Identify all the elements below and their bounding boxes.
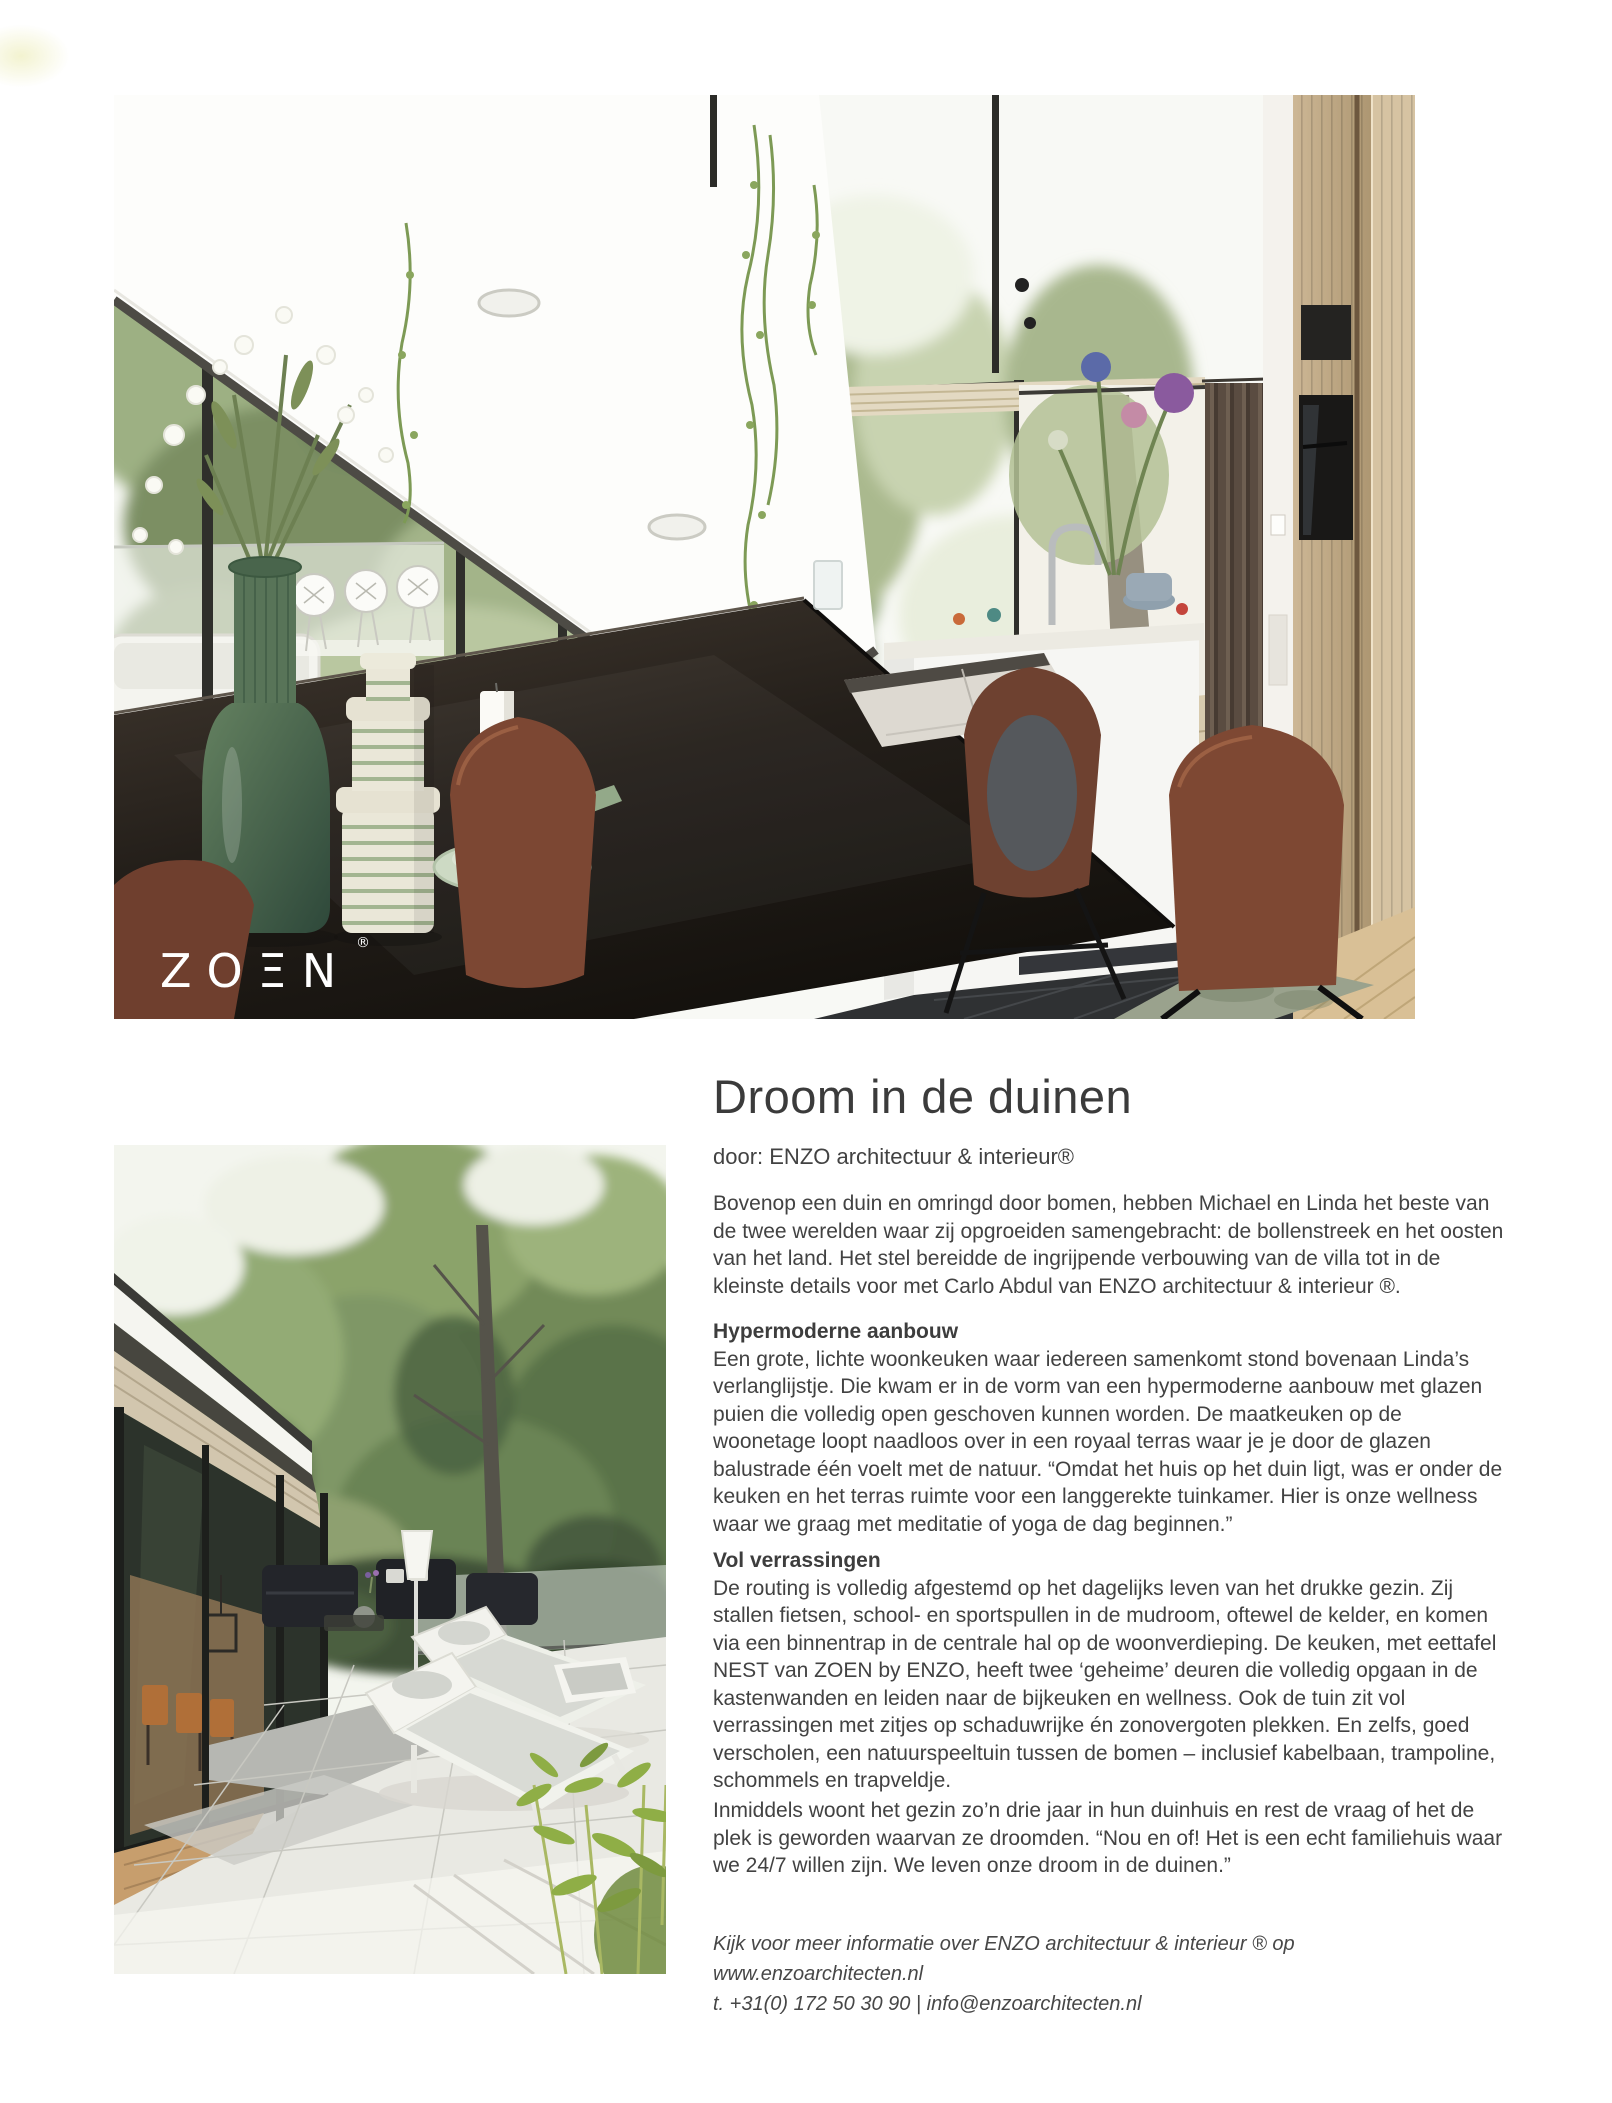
orange-chair xyxy=(142,1685,168,1725)
bowl xyxy=(987,608,1001,622)
section-vol-verrassingen xyxy=(713,1547,1505,1795)
orange-chair xyxy=(210,1699,234,1737)
coffee-table xyxy=(324,1615,384,1631)
zoen-logo: ZOΞN xyxy=(160,944,352,998)
section-body: Een grote, lichte woonkeuken waar iedereen samenkomt stond bovenaan Linda’s verlanglijstje. Die kwam er in de vorm van een hypermoderne aanbouw met glazen puien die volledig open geschoven kunnen worden. De maatkeuken op de woonetage loopt naadloos over in een royaal terras waar je je door de glazen balustrade één voelt met de natuur. “Omdat het huis op het duin ligt, was er onder de keuken en het terras ruimte voor een langgerekte tuinkamer. Hier is onze wellness waar we graag met meditatie of yoga de dag beginnen.” xyxy=(713,1347,1503,1536)
leather-chair-back-right xyxy=(450,717,596,988)
hero-photo-interior xyxy=(114,95,1415,1019)
article-intro-paragraph: Bovenop een duin en omringd door bomen, hebben Michael en Linda het beste van de twee werelden waar zij opgroeiden samengebracht: de bollenstreek en het oosten van het land. Het stel bereidde de ingrijpende verbouwing van de villa tot in de kleinste details voor met Carlo Abdul van ENZO architectuur & interieur ®. xyxy=(713,1192,1504,1298)
article-byline: door: ENZO architectuur & interieur® xyxy=(713,1144,1075,1169)
article-footer xyxy=(713,1929,1505,2019)
hero-photo-illustration xyxy=(114,95,1415,1019)
orange-chair xyxy=(176,1693,202,1733)
footer-info-line: Kijk voor meer informatie over ENZO architectuur & interieur ® op www.enzoarchitecten.nl xyxy=(713,1933,1295,1985)
interior-view xyxy=(130,1575,264,1835)
suspension-rod xyxy=(992,95,999,373)
light-switch xyxy=(1271,515,1285,535)
footer-contact-line: t. +31(0) 172 50 30 90 | info@enzoarchitecten.nl xyxy=(713,1993,1142,2015)
article-closing-paragraph: Inmiddels woont het gezin zo’n drie jaar in hun duinhuis en rest de vraag of het de plek is geworden waarvan ze droomden. “Nou en of! Het is een echt familiehuis waar we 24/7 willen zijn. We leven onze droom in de duinen.” xyxy=(713,1799,1503,1877)
section-body: De routing is volledig afgestemd op het dagelijks leven van het drukke gezin. Zij stallen fietsen, school- en sportspullen in de mudroom, oftewel de kelder, en komen via een binnentrap in de centrale hal op de woonverdieping. De keuken, met eettafel NEST van ZOEN by ENZO, heeft twee ‘geheime’ deuren die volledig opgaan in de kastenwanden en leiden naar de bijkeuken en wellness. Ook de tuin zit vol verrassingen met zitjes op schaduwrijke én zonovergoten plekken. En zelfs, goed verscholen, een natuurspeeltuin tussen de bomen – inclusief kabelbaan, trampoline, schommels en trapveldje. xyxy=(713,1576,1497,1792)
section-heading: Vol verrassingen xyxy=(713,1549,881,1572)
recessed-light xyxy=(649,515,705,539)
print-artifact-smudge xyxy=(0,24,70,88)
page-title: Droom in de duinen xyxy=(713,1070,1133,1123)
built-in-appliance xyxy=(1301,305,1351,360)
terrace-photo xyxy=(114,1145,666,1974)
section-hypermoderne-aanbouw xyxy=(713,1318,1505,1538)
terrace-photo-illustration xyxy=(114,1145,666,1974)
zoen-logo-registered-icon: ® xyxy=(356,935,370,951)
section-heading: Hypermoderne aanbouw xyxy=(713,1320,959,1343)
suspension-rod xyxy=(710,95,717,187)
water-glass xyxy=(814,561,842,609)
recessed-light xyxy=(479,290,539,316)
